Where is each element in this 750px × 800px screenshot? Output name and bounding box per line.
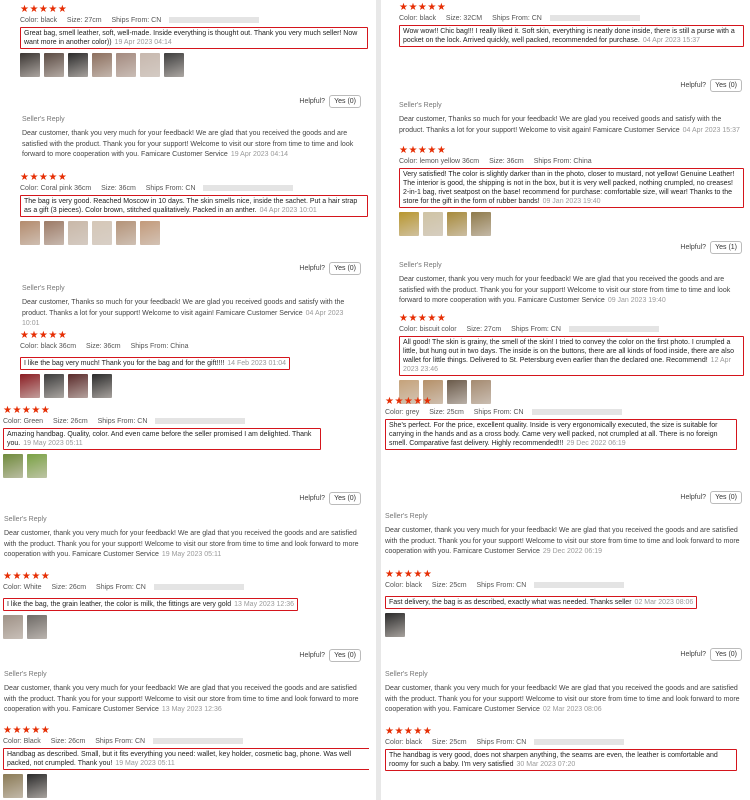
reply-date: 13 May 2023 12:36: [161, 706, 222, 713]
review-meta: [385, 408, 742, 418]
review-meta: [385, 738, 742, 748]
review-photo-thumbnail[interactable]: [20, 374, 40, 398]
blurred-username: [203, 185, 293, 191]
review-photo-thumbnail[interactable]: [3, 615, 23, 639]
review-meta: [20, 342, 361, 352]
review-body: Fast delivery, the bag is as described, exactly what was needed. Thanks seller: [389, 599, 632, 606]
blurred-username: [155, 418, 245, 424]
review-text: [385, 596, 697, 609]
review-meta: [399, 325, 742, 335]
review-photos: [20, 221, 361, 245]
rating-stars: ★★★★★: [3, 405, 51, 416]
blurred-username: [532, 409, 622, 415]
reply-date: 04 Apr 2023 15:37: [682, 126, 740, 134]
review-photos: [385, 613, 742, 637]
seller-reply: [381, 670, 750, 716]
rating-stars: ★★★★★: [399, 2, 447, 13]
review-text: [399, 336, 744, 376]
meta-ships: Ships From: CN: [473, 409, 524, 416]
meta-ships: Ships From: CN: [145, 185, 196, 192]
helpful-yes-button[interactable]: Yes (0): [329, 262, 361, 275]
review-body: The bag is very good. Reached Moscow in 10 days. The skin smells nice, inside the sachet. Put a hair strap as a gift (3 pieces). Color brown, stitched qualitatively. Packed in an anther.: [24, 198, 358, 214]
reply-body: Dear customer, Thanks so much for your feedback! We are glad you received goods and satisfy with the product. Thanks a lot for your support! Welcome to visit again! Famicare Customer Service: [399, 116, 722, 134]
rating-stars: ★★★★★: [385, 569, 433, 580]
review-card: [0, 330, 369, 398]
review-date: 19 May 2023 05:11: [115, 760, 175, 767]
review-text: [3, 428, 321, 450]
meta-ships: Ships From: CN: [476, 739, 527, 746]
meta-color: Color: black: [385, 582, 422, 589]
review-date: 19 Apr 2023 04:14: [114, 39, 172, 46]
review-card: [0, 405, 369, 478]
review-card: [0, 172, 369, 245]
seller-reply-title: Seller's Reply: [399, 102, 442, 109]
meta-ships: Ships From: China: [533, 158, 592, 165]
review-date: 29 Dec 2022 06:19: [566, 440, 626, 447]
reply-body: Dear customer, Thanks so much for your feedback! We are glad you received goods and satisfy with the product. Thanks a lot for your support! Welcome to visit again! Famicare Customer Service: [22, 299, 345, 317]
meta-size: Size: 32CM: [445, 15, 483, 22]
meta-size: Size: 27cm: [66, 17, 102, 24]
review-body: The handbag is very good, does not sharpen anything, the seams are even, the leather is comfortable and roomy for such a baby. I'm very satisfied: [389, 752, 718, 768]
review-text: [399, 25, 744, 47]
rating-stars: ★★★★★: [399, 145, 447, 156]
review-photo-thumbnail[interactable]: [68, 221, 88, 245]
helpful-label: Helpful?: [299, 98, 326, 105]
meta-color: Color: black: [20, 17, 57, 24]
meta-color: Color: Black: [3, 738, 41, 745]
helpful-label: Helpful?: [680, 82, 707, 89]
meta-size: Size: 25cm: [431, 582, 467, 589]
helpful-yes-button[interactable]: Yes (0): [710, 79, 742, 92]
blurred-username: [153, 738, 243, 744]
reply-date: 02 Mar 2023 08:06: [542, 706, 602, 713]
seller-reply-text: [385, 684, 742, 716]
meta-size: Size: 36cm: [489, 158, 524, 165]
reply-body: Dear customer, thank you very much for your feedback! We are glad that you received the goods and are satisfied with the product. Thank you for your support! Welcome to visit our store from time to time and look forward to more cooperation with you. Famicare Customer Service: [22, 130, 354, 158]
seller-reply: [381, 512, 750, 558]
review-date: 30 Mar 2023 07:20: [516, 761, 576, 768]
blurred-username: [534, 582, 624, 588]
review-photos: [399, 212, 742, 236]
blurred-username: [169, 17, 259, 23]
reply-body: Dear customer, thank you very much for your feedback! We are glad that you received the goods and are satisfied with the product. Thank you for your support! Welcome to visit our store from time to time and look forward to more cooperation with you. Famicare Customer Service: [399, 276, 731, 304]
review-photo-thumbnail[interactable]: [385, 613, 405, 637]
rating-stars: ★★★★★: [385, 396, 433, 407]
seller-reply: [0, 670, 369, 716]
review-body: Handbag as described. Small, but it fits everything you need: wallet, key holder, cosmetic bag, phone. Was well packed, not crumpled. Thank you!: [7, 751, 352, 767]
helpful-yes-button[interactable]: Yes (0): [329, 649, 361, 662]
helpful-row: [299, 95, 361, 108]
helpful-row: [680, 648, 742, 661]
reply-date: 09 Jan 2023 19:40: [607, 297, 666, 304]
review-photo-thumbnail[interactable]: [92, 374, 112, 398]
review-date: 14 Feb 2023 01:04: [227, 360, 287, 367]
meta-ships: Ships From: China: [130, 343, 189, 350]
review-text: [385, 419, 737, 450]
review-photo-thumbnail[interactable]: [44, 221, 64, 245]
review-meta: [3, 737, 361, 747]
review-photo-thumbnail[interactable]: [3, 774, 23, 798]
seller-reply-title: Seller's Reply: [385, 513, 428, 520]
review-text: [3, 748, 369, 770]
review-photo-thumbnail[interactable]: [20, 221, 40, 245]
review-date: 13 May 2023 12:36: [234, 601, 295, 608]
meta-ships: Ships From: CN: [97, 418, 148, 425]
reply-body: Dear customer, thank you very much for your feedback! We are glad that you received the goods and are satisfied with the product. Thank you for your support! Welcome to visit our store from time to time and look forward to more cooperation with you. Famicare Customer Service: [4, 530, 359, 558]
review-body: All good! The skin is grainy, the smell of the skin! I tried to convey the color on the first photo. I crumpled a little, but hung out in two days. The inside is on the buttons, there are all kinds of food inside, there are also wallet for little things. Delivered to St. Petersburg even earlier than the declared one. Recommend!: [403, 339, 735, 364]
review-meta: [20, 16, 361, 26]
review-photos: [20, 374, 361, 398]
review-body: I like the bag very much! Thank you for the bag and for the gift!!!!: [24, 360, 225, 367]
review-date: 04 Apr 2023 15:37: [642, 37, 701, 44]
review-photo-thumbnail[interactable]: [92, 53, 112, 77]
review-photo-thumbnail[interactable]: [116, 53, 136, 77]
meta-ships: Ships From: CN: [95, 738, 146, 745]
meta-ships: Ships From: CN: [476, 582, 527, 589]
meta-ships: Ships From: CN: [111, 17, 162, 24]
review-text: [399, 168, 744, 208]
seller-reply-text: [22, 129, 361, 161]
meta-color: Color: lemon yellow 36cm: [399, 158, 480, 165]
seller-reply-title: Seller's Reply: [22, 116, 65, 123]
review-photo-thumbnail[interactable]: [116, 221, 136, 245]
seller-reply-title: Seller's Reply: [22, 285, 65, 292]
review-photos: [3, 774, 361, 798]
meta-color: Color: black: [385, 739, 422, 746]
reply-date: 04 Apr 2023 10:01: [22, 309, 344, 327]
meta-color: Color: grey: [385, 409, 420, 416]
helpful-label: Helpful?: [680, 651, 707, 658]
helpful-label: Helpful?: [299, 652, 326, 659]
meta-color: Color: biscuit color: [399, 326, 457, 333]
meta-color: Color: black: [399, 15, 436, 22]
seller-reply-text: [385, 526, 742, 558]
review-text: [20, 27, 368, 49]
review-photos: [3, 615, 361, 639]
meta-size: Size: 26cm: [53, 418, 88, 425]
meta-size: Size: 36cm: [85, 343, 121, 350]
reply-body: Dear customer, thank you very much for your feedback! We are glad that you received the goods and are satisfied with the product. Thank you for your support! Welcome to visit our store from time to time and look forward to more cooperation with you. Famicare Customer Service: [385, 527, 740, 555]
helpful-yes-button[interactable]: Yes (0): [710, 491, 742, 504]
review-body: She's perfect. For the price, excellent quality. Inside is very ergonomically executed, the size is suitable for carrying in the hands and as a cross body. Came very well packed, not crumpled at all. There is no foreign smell. Comparative fast delivery. Highly recommended!!!: [389, 422, 718, 447]
rating-stars: ★★★★★: [20, 330, 68, 341]
review-text: [385, 749, 737, 771]
reply-body: Dear customer, thank you very much for your feedback! We are glad that you received the goods and are satisfied with the product. Thank you for your support! Welcome to visit our store from time to time and look forward to more cooperation with you. Famicare Customer Service: [385, 685, 740, 713]
rating-stars: ★★★★★: [399, 313, 447, 324]
review-meta: [385, 581, 742, 591]
helpful-label: Helpful?: [680, 494, 707, 501]
review-date: 09 Jan 2023 19:40: [542, 198, 601, 205]
review-card: [381, 569, 750, 637]
seller-reply-title: Seller's Reply: [4, 671, 47, 678]
review-photo-thumbnail[interactable]: [3, 454, 23, 478]
meta-size: Size: 36cm: [101, 185, 136, 192]
blurred-username: [534, 739, 624, 745]
rating-stars: ★★★★★: [385, 726, 433, 737]
review-photo-thumbnail[interactable]: [471, 212, 491, 236]
review-photo-thumbnail[interactable]: [27, 615, 47, 639]
helpful-row: [299, 492, 361, 505]
review-photo-thumbnail[interactable]: [140, 221, 160, 245]
review-card: [381, 726, 750, 771]
blurred-username: [550, 15, 640, 21]
helpful-row: [680, 79, 742, 92]
meta-color: Color: Green: [3, 418, 44, 425]
review-photo-thumbnail[interactable]: [92, 221, 112, 245]
review-card: [381, 2, 750, 47]
meta-color: Color: Coral pink 36cm: [20, 185, 92, 192]
review-photo-thumbnail[interactable]: [27, 774, 47, 798]
review-card: [0, 4, 369, 77]
meta-ships: Ships From: CN: [96, 584, 146, 591]
review-photo-thumbnail[interactable]: [68, 53, 88, 77]
meta-color: Color: White: [3, 584, 42, 591]
seller-reply: [0, 115, 369, 161]
review-photo-thumbnail[interactable]: [20, 53, 40, 77]
review-photo-thumbnail[interactable]: [27, 454, 47, 478]
meta-size: Size: 27cm: [466, 326, 502, 333]
helpful-label: Helpful?: [299, 265, 326, 272]
review-meta: [3, 583, 361, 593]
review-body: Very satisfied! The color is slightly darker than in the photo, closer to mustard, not yellow! Genuine Leather! The interior is good, the shipping is not in the box, but it is very well packed, nothing crumpled, no creases! 2-in-1 bag, rivet seatpost on the base! recommend for purchase: comfortable size, will wear! Thanks to the store for the gift in the form of rubber bands!: [403, 171, 735, 205]
rating-stars: ★★★★★: [3, 571, 51, 582]
review-photo-thumbnail[interactable]: [399, 212, 419, 236]
review-photo-thumbnail[interactable]: [447, 212, 467, 236]
review-photo-thumbnail[interactable]: [44, 374, 64, 398]
review-card: [0, 571, 369, 639]
seller-reply: [381, 261, 750, 307]
review-date: 02 Mar 2023 08:06: [634, 599, 694, 606]
review-body: I like the bag, the grain leather, the color is milk, the fittings are very gold: [7, 601, 232, 608]
reply-date: 19 May 2023 05:11: [161, 551, 222, 558]
helpful-row: [680, 491, 742, 504]
seller-reply: [381, 101, 750, 136]
seller-reply: [0, 284, 369, 330]
meta-ships: Ships From: CN: [492, 15, 542, 22]
left-review-column: [0, 0, 369, 800]
meta-size: Size: 26cm: [51, 584, 87, 591]
blurred-username: [154, 584, 244, 590]
seller-reply: [0, 515, 369, 561]
reply-date: 29 Dec 2022 06:19: [542, 548, 603, 555]
right-review-column: [381, 0, 750, 800]
meta-size: Size: 25cm: [431, 739, 467, 746]
review-text: [20, 357, 290, 370]
review-date: 12 Apr 2023 23:46: [403, 357, 731, 373]
helpful-yes-button[interactable]: Yes (0): [329, 95, 361, 108]
seller-reply-title: Seller's Reply: [399, 262, 442, 269]
review-date: 04 Apr 2023 10:01: [259, 207, 317, 214]
seller-reply-text: [399, 115, 742, 136]
review-body: Wow wow!! Chic bag!!! I really liked it. Soft skin, everything is neatly done inside, there is still a purse with a pocket on the lock. Arrived quickly, well packed, recommended for purchase.: [403, 28, 735, 44]
review-meta: [20, 184, 361, 194]
reply-body: Dear customer, thank you very much for your feedback! We are glad that you received the goods and are satisfied with the product. Thank you for your support! Welcome to visit our store from time to time and look forward to more cooperation with you. Famicare Customer Service: [4, 685, 359, 713]
review-photo-thumbnail[interactable]: [164, 53, 184, 77]
rating-stars: ★★★★★: [20, 4, 68, 15]
review-meta: [399, 157, 742, 167]
review-photo-thumbnail[interactable]: [423, 212, 443, 236]
meta-size: Size: 25cm: [429, 409, 464, 416]
seller-reply-text: [4, 684, 361, 716]
meta-color: Color: black 36cm: [20, 343, 77, 350]
review-body: Great bag, smell leather, soft, well-made. Inside everything is thought out. Thank you very much seller! Now want more in another color)): [24, 30, 358, 46]
helpful-yes-button[interactable]: Yes (0): [710, 648, 742, 661]
review-meta: [3, 417, 361, 427]
meta-ships: Ships From: CN: [511, 326, 561, 333]
reply-date: 19 Apr 2023 04:14: [230, 151, 289, 158]
helpful-label: Helpful?: [299, 495, 326, 502]
review-photos: [20, 53, 361, 77]
seller-reply-text: [22, 298, 361, 330]
rating-stars: ★★★★★: [20, 172, 68, 183]
helpful-label: Helpful?: [680, 244, 707, 251]
review-meta: [399, 14, 742, 24]
review-text: [20, 195, 368, 217]
review-photos: [3, 454, 361, 478]
seller-reply-title: Seller's Reply: [385, 671, 428, 678]
helpful-yes-button[interactable]: Yes (0): [329, 492, 361, 505]
review-card: [381, 396, 750, 450]
review-card: [381, 313, 750, 404]
review-photo-thumbnail[interactable]: [68, 374, 88, 398]
meta-size: Size: 26cm: [50, 738, 86, 745]
seller-reply-text: [4, 529, 361, 561]
review-date: 19 May 2023 05:11: [23, 440, 83, 447]
seller-reply-title: Seller's Reply: [4, 516, 47, 523]
review-body: Amazing handbag. Quality, color. And even came before the seller promised I am delighted. Thank you.: [7, 431, 312, 447]
review-card: [0, 725, 369, 798]
helpful-row: [299, 262, 361, 275]
review-photo-thumbnail[interactable]: [140, 53, 160, 77]
review-text: [3, 598, 298, 611]
helpful-row: [680, 241, 742, 254]
review-card: [381, 145, 750, 236]
review-photo-thumbnail[interactable]: [44, 53, 64, 77]
helpful-row: [299, 649, 361, 662]
blurred-username: [569, 326, 659, 332]
rating-stars: ★★★★★: [3, 725, 51, 736]
helpful-yes-button[interactable]: Yes (1): [710, 241, 742, 254]
seller-reply-text: [399, 275, 742, 307]
